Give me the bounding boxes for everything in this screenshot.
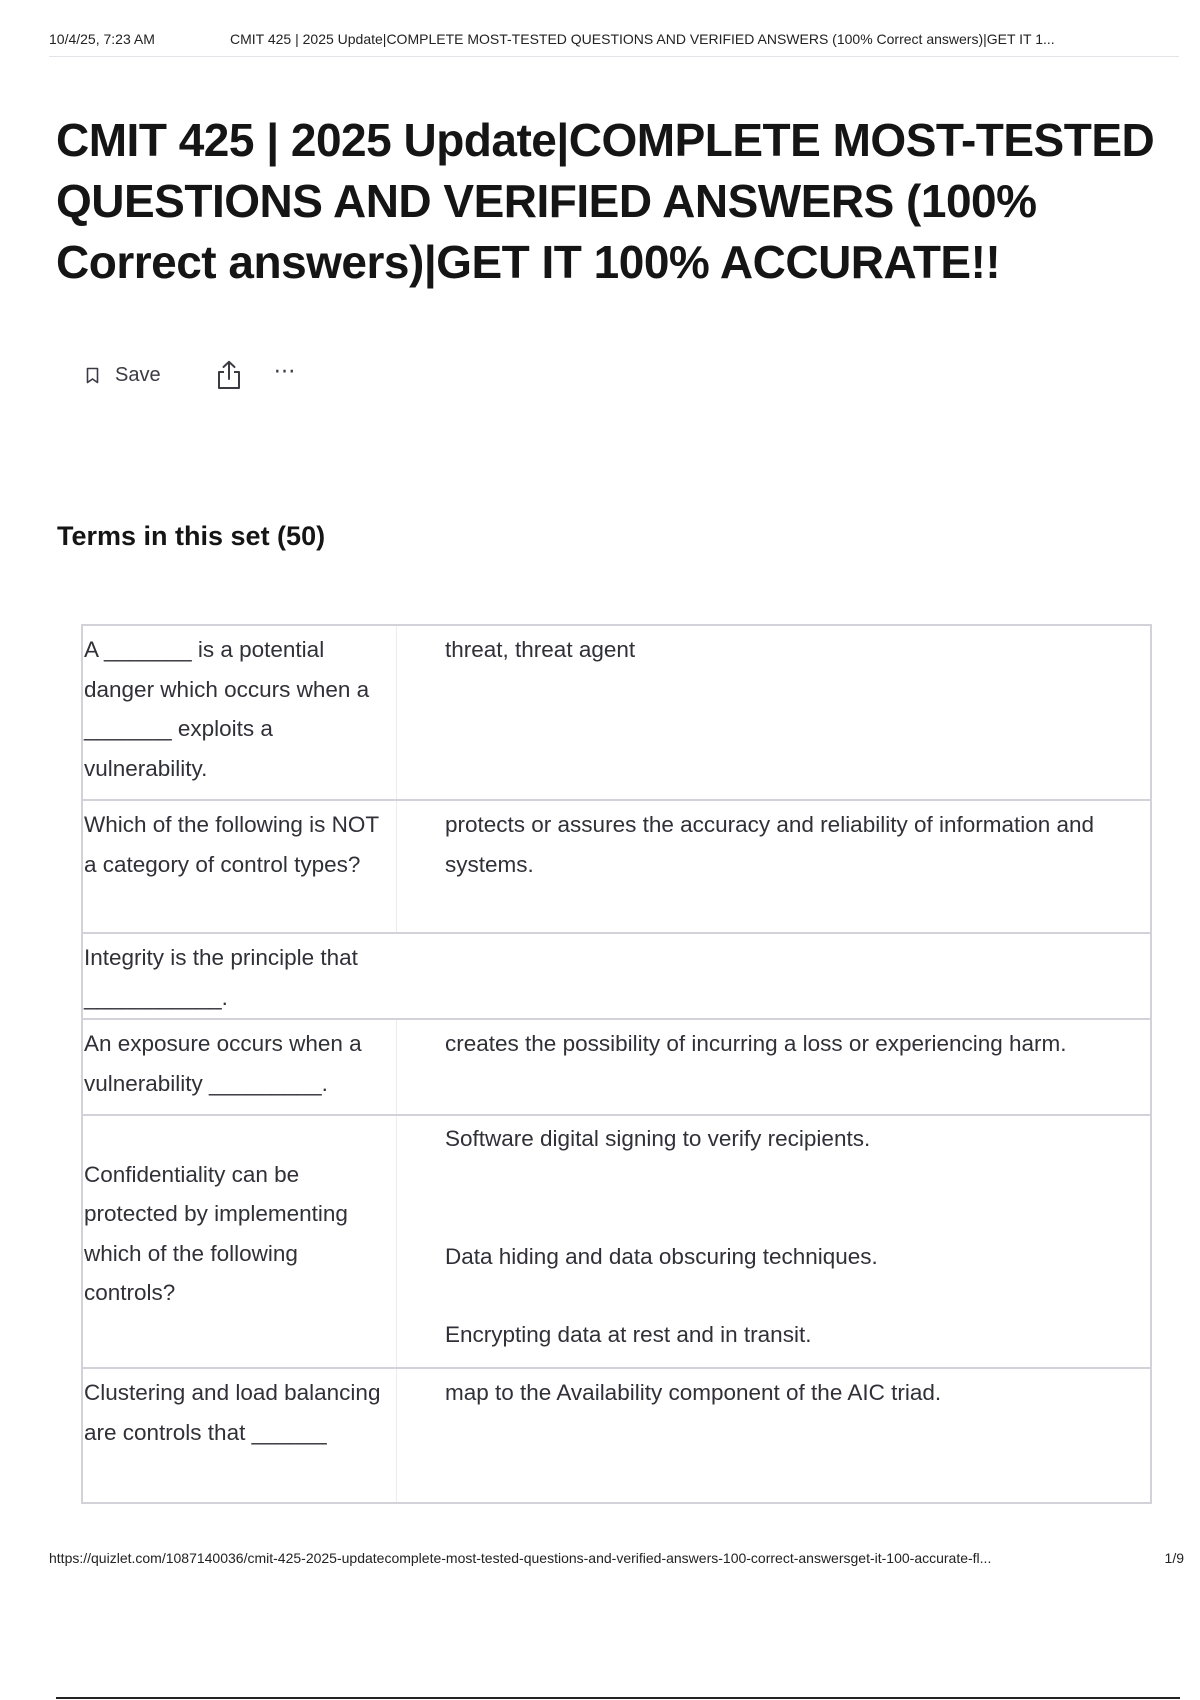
more-options-icon[interactable]: ⋯: [273, 358, 297, 383]
term-word: An exposure occurs when a vulnerability _________.: [83, 1020, 397, 1114]
term-row: [81, 932, 1152, 1020]
terms-heading: Terms in this set (50): [57, 521, 326, 551]
print-url: https://quizlet.com/1087140036/cmit-425-2025-updatecomplete-most-tested-questions-and-verified-answers-100-correct-answersget-it-100-accurate-fl...: [49, 1550, 992, 1566]
save-label: Save: [115, 363, 161, 386]
definition-line: map to the Availability component of the AIC triad.: [445, 1380, 942, 1405]
definition-line: creates the possibility of incurring a loss or experiencing harm.: [445, 1031, 1067, 1056]
term-definition: [397, 1020, 1150, 1114]
definition-line: protects or assures the accuracy and reliability of information and systems.: [445, 812, 1095, 877]
print-header: [49, 28, 1179, 57]
term-definition: [397, 801, 1150, 932]
term-word: Clustering and load balancing are controls that ______: [83, 1369, 397, 1502]
terms-list: [81, 624, 1152, 1504]
action-bar: [86, 358, 297, 392]
page-number: 1/9: [1164, 1550, 1184, 1566]
definition-line: Data hiding and data obscuring techniques.: [445, 1244, 878, 1269]
term-row: [81, 1018, 1152, 1116]
term-row: [81, 799, 1152, 934]
term-row: [81, 1114, 1152, 1369]
page-title: CMIT 425 | 2025 Update|COMPLETE MOST-TESTED QUESTIONS AND VERIFIED ANSWERS (100% Correct answers)|GET IT 100% ACCURATE!!: [56, 114, 1155, 288]
share-icon[interactable]: [216, 360, 242, 390]
term-row: [81, 1367, 1152, 1504]
term-row: [81, 624, 1152, 801]
term-word: A _______ is a potential danger which occurs when a _______ exploits a vulnerability.: [83, 626, 397, 799]
definition-line: threat, threat agent: [445, 637, 636, 662]
term-word: [83, 1116, 397, 1367]
bookmark-icon: [86, 367, 99, 384]
term-definition: [397, 1369, 1150, 1502]
print-date: 10/4/25, 7:23 AM: [49, 31, 155, 47]
print-page-title: CMIT 425 | 2025 Update|COMPLETE MOST-TESTED QUESTIONS AND VERIFIED ANSWERS (100% Correct answers)|GET IT 1...: [230, 31, 1055, 47]
definition-line: Encrypting data at rest and in transit.: [445, 1322, 812, 1347]
term-definition: [397, 1116, 1150, 1367]
term-word: Integrity is the principle that ___________.: [84, 945, 358, 1010]
term-word: Which of the following is NOT a category of control types?: [83, 801, 397, 932]
bottom-divider: [56, 1697, 1180, 1699]
term-word-text: Confidentiality can be protected by implementing which of the following controls?: [84, 1161, 348, 1305]
definition-line: Software digital signing to verify recipients.: [445, 1126, 871, 1151]
save-button[interactable]: [86, 364, 161, 387]
term-definition: [397, 626, 1150, 799]
